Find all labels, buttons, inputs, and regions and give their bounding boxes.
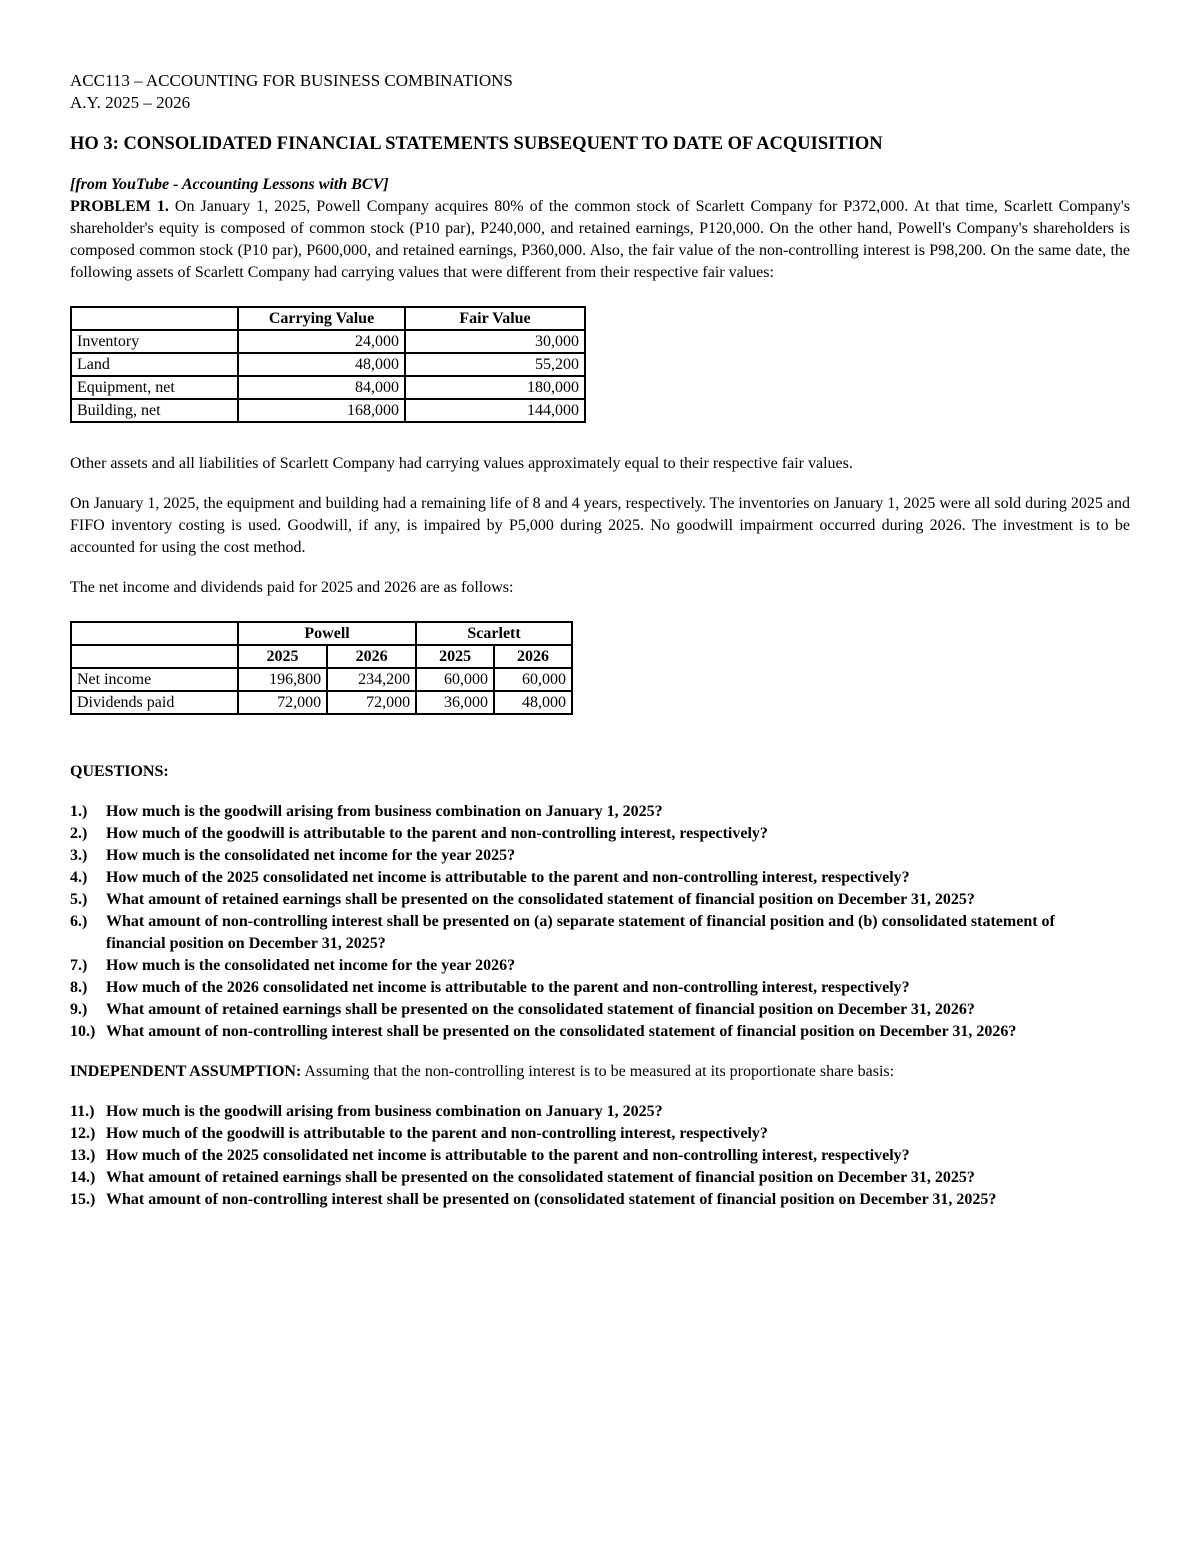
table-cell: 30,000 [405, 330, 585, 353]
table-row [71, 353, 585, 376]
table-cell: Dividends paid [71, 691, 238, 714]
net-income-intro: The net income and dividends paid for 2025 and 2026 are as follows: [70, 579, 514, 596]
problem-text: On January 1, 2025, Powell Company acquires 80% of the common stock of Scarlett Company for P372,000. At that time, Scarlett Company's shareholder's equity is composed of common stock (P10 par), P240,000, and retained earnings, P120,000. On the other hand, Powell's Company's shareholders is composed common stock (P10 par), P600,000, and retained earnings, P360,000. Also, the fair value of the non-controlling interest is P98,200. On the same date, the following assets of Scarlett Company had carrying values that were different from their respective fair values: [70, 198, 1131, 281]
question-number: 9.) [70, 1001, 88, 1018]
question-number: 6.) [70, 913, 88, 930]
question-number: 13.) [70, 1147, 96, 1164]
question-item [70, 1021, 1130, 1043]
question-item [70, 1167, 1130, 1189]
table-row [71, 376, 585, 399]
other-assets-paragraph: Other assets and all liabilities of Scarlett Company had carrying values approximately equal to their respective fair values. [70, 455, 853, 472]
questions-heading: QUESTIONS: [70, 763, 169, 780]
table-cell: 180,000 [405, 376, 585, 399]
question-number: 2.) [70, 825, 88, 842]
question-item [70, 1101, 1130, 1123]
independent-assumption [70, 1061, 1130, 1083]
question-text: What amount of non-controlling interest shall be presented on (consolidated statement of financial position on December 31, 2025? [106, 1191, 997, 1208]
question-item [70, 955, 1130, 977]
table-header-cell: Scarlett [416, 622, 572, 645]
table-cell: 48,000 [238, 353, 405, 376]
table-cell: 72,000 [327, 691, 416, 714]
table-cell: 234,200 [327, 668, 416, 691]
question-text: How much of the 2026 consolidated net income is attributable to the parent and non-controlling interest, respectively? [106, 979, 910, 996]
table-year-row [71, 645, 572, 668]
question-text: What amount of retained earnings shall be presented on the consolidated statement of financial position on December 31, 2026? [106, 1001, 975, 1018]
table-header-cell: 2025 [238, 645, 327, 668]
table-cell: 144,000 [405, 399, 585, 422]
question-item [70, 801, 1130, 823]
question-number: 4.) [70, 869, 88, 886]
question-text: How much is the consolidated net income for the year 2026? [106, 957, 516, 974]
table-cell: 60,000 [416, 668, 494, 691]
question-text: How much of the goodwill is attributable to the parent and non-controlling interest, respectively? [106, 825, 768, 842]
question-number: 14.) [70, 1169, 96, 1186]
table-header-cell [71, 645, 238, 668]
table-cell: Equipment, net [71, 376, 238, 399]
table-row [71, 330, 585, 353]
table-row [71, 399, 585, 422]
question-number: 7.) [70, 957, 88, 974]
question-item [70, 1123, 1130, 1145]
question-text: What amount of non-controlling interest shall be presented on the consolidated statement of financial position on December 31, 2026? [106, 1023, 1017, 1040]
question-item [70, 977, 1130, 999]
question-item [70, 1189, 1130, 1211]
question-number: 11.) [70, 1103, 95, 1120]
questions-list [70, 801, 1130, 1043]
carrying-fair-value-table [70, 306, 586, 423]
question-number: 3.) [70, 847, 88, 864]
table-header-cell: Fair Value [405, 307, 585, 330]
table-cell: 55,200 [405, 353, 585, 376]
problem-label: PROBLEM 1. [70, 198, 169, 215]
table-row [71, 691, 572, 714]
question-number: 5.) [70, 891, 88, 908]
question-number: 8.) [70, 979, 88, 996]
table-header-row [71, 307, 585, 330]
question-text: How much is the goodwill arising from business combination on January 1, 2025? [106, 1103, 663, 1120]
problem-paragraph [70, 196, 1130, 284]
table-header-cell: Powell [238, 622, 416, 645]
question-number: 1.) [70, 803, 88, 820]
table-row [71, 668, 572, 691]
table-group-row [71, 622, 572, 645]
table-cell: 60,000 [494, 668, 572, 691]
question-number: 12.) [70, 1125, 96, 1142]
question-item [70, 911, 1130, 955]
question-text: What amount of retained earnings shall be presented on the consolidated statement of financial position on December 31, 2025? [106, 891, 975, 908]
table-cell: 24,000 [238, 330, 405, 353]
table-cell: 48,000 [494, 691, 572, 714]
table-header-cell [71, 622, 238, 645]
table-cell: 168,000 [238, 399, 405, 422]
table-cell: Net income [71, 668, 238, 691]
table-header-cell [71, 307, 238, 330]
independent-text: Assuming that the non-controlling interest is to be measured at its proportionate share basis: [304, 1063, 895, 1080]
question-item [70, 823, 1130, 845]
table-cell: 36,000 [416, 691, 494, 714]
table-cell: Inventory [71, 330, 238, 353]
handout-title: HO 3: CONSOLIDATED FINANCIAL STATEMENTS SUBSEQUENT TO DATE OF ACQUISITION [70, 134, 883, 154]
question-text: How much is the goodwill arising from business combination on January 1, 2025? [106, 803, 663, 820]
equipment-building-paragraph: On January 1, 2025, the equipment and building had a remaining life of 8 and 4 years, respectively. The inventories on January 1, 2025 were all sold during 2025 and FIFO inventory costing is used. Goodwill, if any, is impaired by P5,000 during 2025. No goodwill impairment occurred during 2026. The investment is to be accounted for using the cost method. [70, 495, 1130, 556]
question-item [70, 845, 1130, 867]
table-header-cell: Carrying Value [238, 307, 405, 330]
questions-list-2 [70, 1101, 1130, 1211]
table-header-cell: 2026 [327, 645, 416, 668]
table-cell: 84,000 [238, 376, 405, 399]
table-header-cell: 2025 [416, 645, 494, 668]
table-cell: Building, net [71, 399, 238, 422]
independent-label: INDEPENDENT ASSUMPTION: [70, 1063, 302, 1080]
question-item [70, 1145, 1130, 1167]
question-text: What amount of retained earnings shall be presented on the consolidated statement of financial position on December 31, 2025? [106, 1169, 975, 1186]
question-item [70, 999, 1130, 1021]
table-header-cell: 2026 [494, 645, 572, 668]
table-cell: Land [71, 353, 238, 376]
net-income-dividends-table [70, 621, 573, 715]
question-text: How much is the consolidated net income for the year 2025? [106, 847, 516, 864]
course-title: ACC113 – ACCOUNTING FOR BUSINESS COMBINATIONS [70, 71, 513, 90]
source-note: [from YouTube - Accounting Lessons with BCV] [70, 176, 389, 193]
table-cell: 196,800 [238, 668, 327, 691]
table-cell: 72,000 [238, 691, 327, 714]
question-text: How much of the 2025 consolidated net income is attributable to the parent and non-controlling interest, respectively? [106, 1147, 910, 1164]
academic-year: A.Y. 2025 – 2026 [70, 93, 191, 112]
question-item [70, 889, 1130, 911]
question-item [70, 867, 1130, 889]
question-number: 15.) [70, 1191, 96, 1208]
question-text: How much of the goodwill is attributable to the parent and non-controlling interest, respectively? [106, 1125, 768, 1142]
question-text: How much of the 2025 consolidated net income is attributable to the parent and non-controlling interest, respectively? [106, 869, 910, 886]
question-number: 10.) [70, 1023, 96, 1040]
question-text: What amount of non-controlling interest shall be presented on (a) separate statement of financial position and (b) consolidated statement of financial position on December 31, 2025? [106, 913, 1055, 952]
